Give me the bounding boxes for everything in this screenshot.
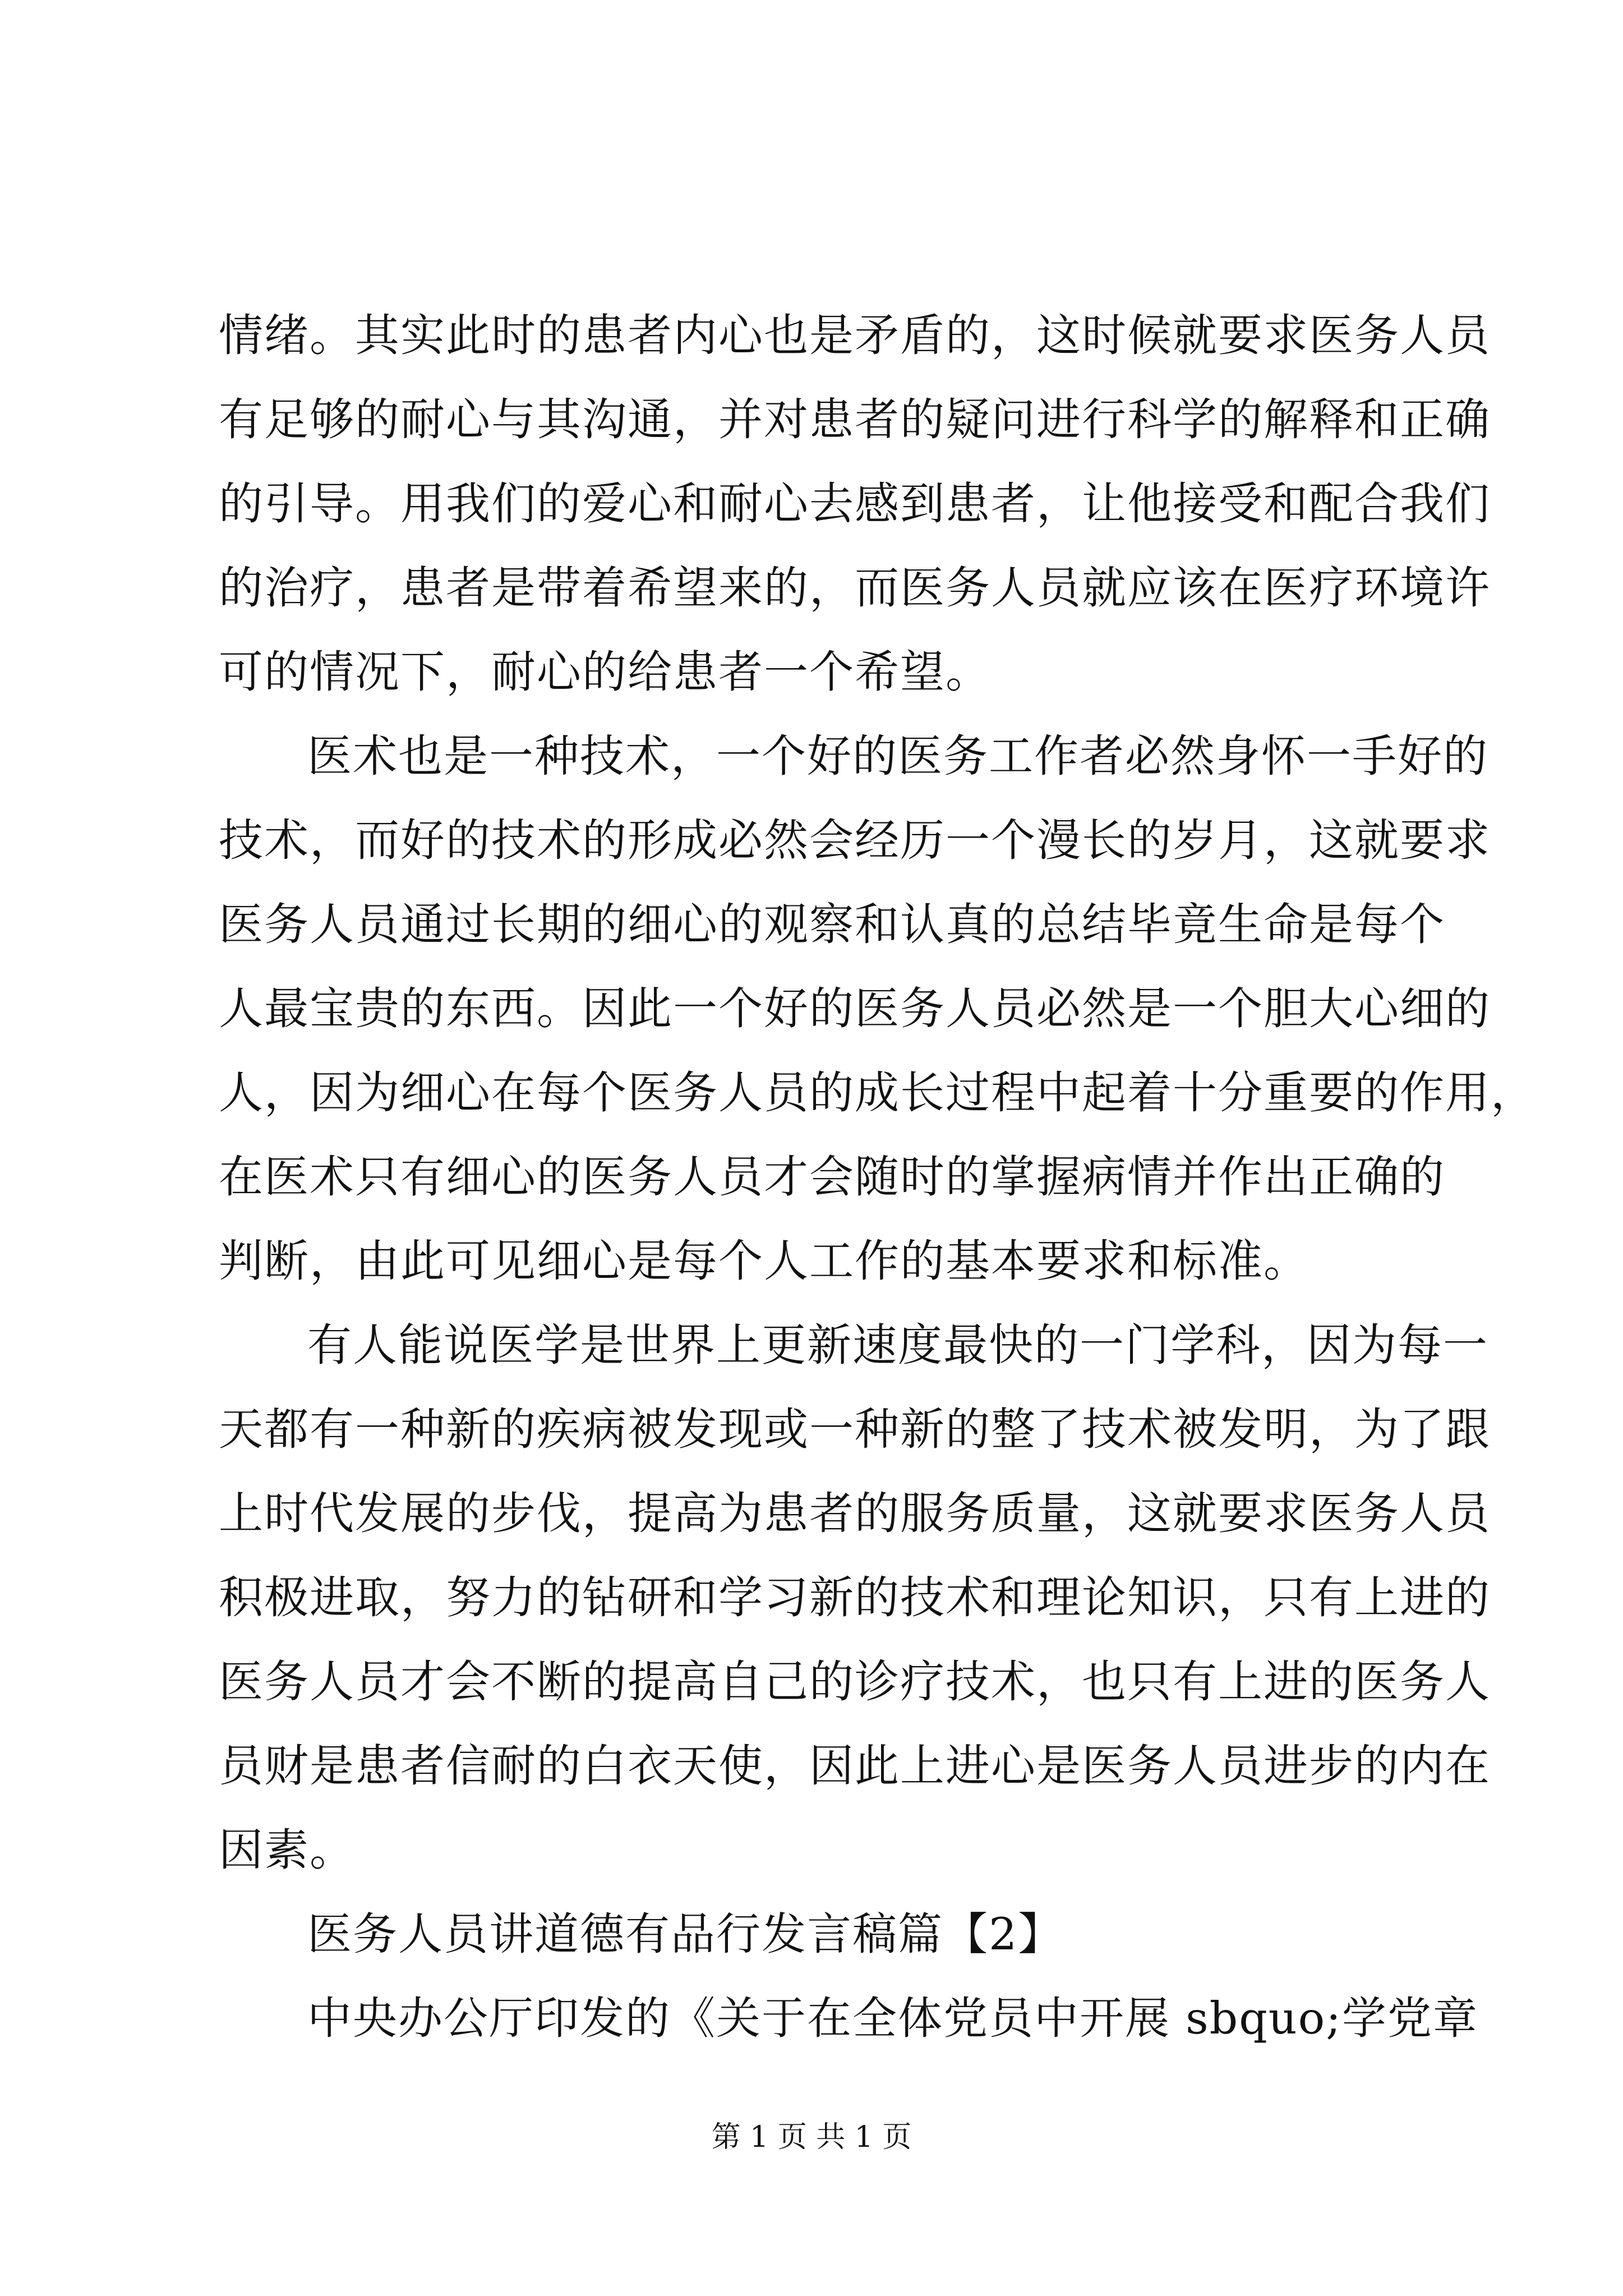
text-line: 可的情况下，耐心的给患者一个希望。 <box>219 646 991 698</box>
text-line: 上时代发展的步伐，提高为患者的服务质量，这就要求医务人员 <box>219 1488 1491 1539</box>
text-line: 的引导。用我们的爱心和耐心去感到患者，让他接受和配合我们 <box>219 478 1491 530</box>
paragraph-start-line: 中央办公厅印发的《关于在全体党员中开展 sbquo;学党章 <box>307 1993 1478 2044</box>
text-line: 人，因为细心在每个医务人员的成长过程中起着十分重要的作用， <box>219 1067 1536 1119</box>
text-line: 情绪。其实此时的患者内心也是矛盾的，这时候就要求医务人员 <box>219 310 1491 361</box>
text-line: 员财是患者信耐的白衣天使，因此上进心是医务人员进步的内在 <box>219 1740 1491 1792</box>
section-heading: 医务人员讲道德有品行发言稿篇【2】 <box>307 1908 1064 1960</box>
text-line: 有足够的耐心与其沟通，并对患者的疑问进行科学的解释和正确 <box>219 394 1491 445</box>
paragraph-start-line: 医术也是一种技术，一个好的医务工作者必然身怀一手好的 <box>307 730 1488 782</box>
text-line: 天都有一种新的疾病被发现或一种新的整了技术被发明，为了跟 <box>219 1404 1491 1455</box>
text-line: 在医术只有细心的医务人员才会随时的掌握病情并作出正确的 <box>219 1151 1445 1203</box>
text-line: 的治疗，患者是带着希望来的，而医务人员就应该在医疗环境许 <box>219 562 1491 614</box>
text-line: 医务人员才会不断的提高自己的诊疗技术，也只有上进的医务人 <box>219 1656 1491 1708</box>
text-line: 技术，而好的技术的形成必然会经历一个漫长的岁月，这就要求 <box>219 815 1491 866</box>
text-line: 人最宝贵的东西。因此一个好的医务人员必然是一个胆大心细的 <box>219 983 1491 1034</box>
page-footer: 第 1 页 共 1 页 <box>711 2120 912 2154</box>
text-line: 积极进取，努力的钻研和学习新的技术和理论知识，只有上进的 <box>219 1572 1491 1623</box>
text-line: 因素。 <box>219 1824 355 1876</box>
text-line: 判断，由此可见细心是每个人工作的基本要求和标准。 <box>219 1235 1309 1287</box>
paragraph-start-line: 有人能说医学是世界上更新速度最快的一门学科，因为每一 <box>307 1319 1488 1371</box>
text-line: 医务人员通过长期的细心的观察和认真的总结毕竟生命是每个 <box>219 899 1445 950</box>
